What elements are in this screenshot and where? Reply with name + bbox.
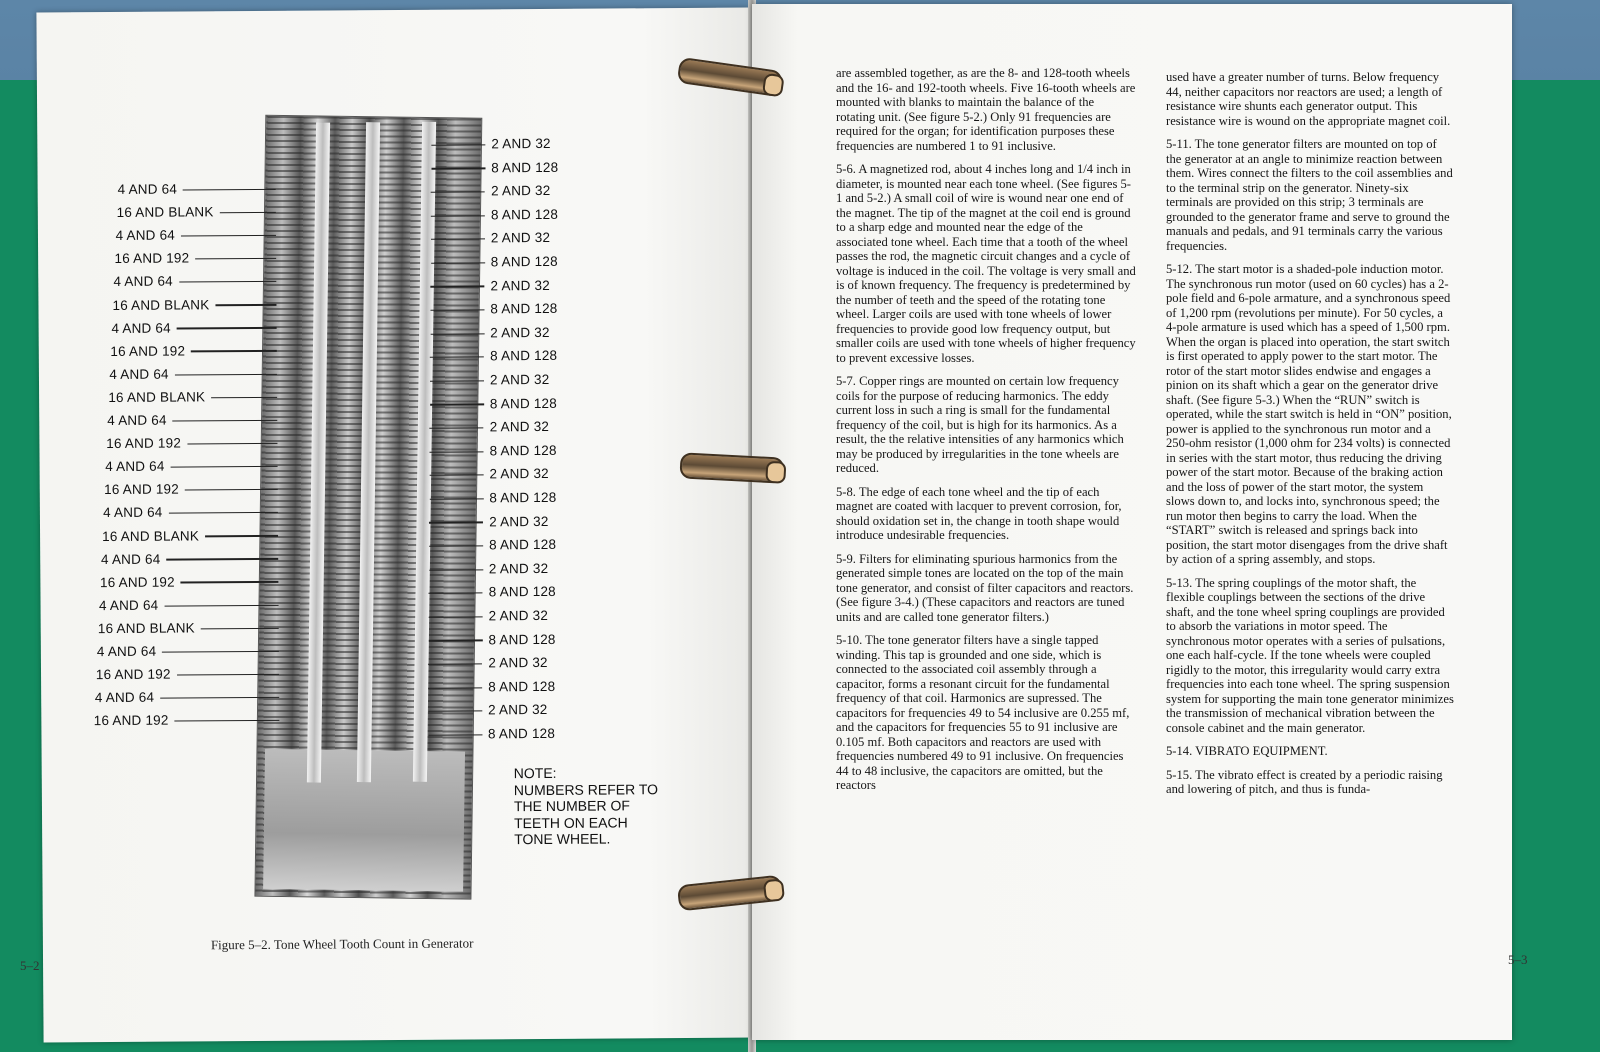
callout-label-left: 16 AND BLANK — [98, 620, 285, 636]
figure-caption: Figure 5–2. Tone Wheel Tooth Count in Generator — [210, 935, 474, 953]
text-column-2 — [1166, 70, 1454, 806]
callout-label-left: 16 AND 192 — [106, 435, 283, 451]
figure-note — [514, 764, 695, 848]
note-title: NOTE: — [513, 764, 557, 782]
callout-label-right: 2 AND 32 — [424, 372, 549, 388]
callout-label-right: 8 AND 128 — [423, 490, 556, 506]
paragraph: 5-11. The tone generator filters are mounted on top of the generator at an angle to minimize reaction between them. Wires connect the filters to the coil assemblies and to the terminal strip on the generator. Ninety-six terminals are provided on this strip; 3 terminals are grounded to the generator frame and serve to ground the manuals and pedals, and 91 terminals carry the various frequencies. — [1166, 137, 1453, 253]
callout-label-left: 16 AND BLANK — [102, 527, 284, 543]
callout-label-left: 4 AND 64 — [103, 504, 284, 520]
callout-label-right: 2 AND 32 — [425, 230, 550, 246]
callout-label-left: 4 AND 64 — [116, 227, 283, 243]
callout-label-right: 8 AND 128 — [424, 348, 557, 364]
callout-label-left: 16 AND 192 — [104, 481, 284, 497]
left-page — [36, 8, 755, 1043]
paragraph: 5-15. The vibrato effect is created by a periodic raising and lowering of pitch, and thus is funda- — [1166, 767, 1443, 796]
callout-label-right: 2 AND 32 — [423, 608, 548, 624]
callout-label-right: 8 AND 128 — [424, 301, 557, 317]
callout-label-left: 16 AND 192 — [94, 712, 286, 728]
paragraph: used have a greater number of turns. Below frequency 44, neither capacitors nor reactors are used; a length of resistance wire shunts each generator output. This resistance wire is wound on the appropriate magnet coil. — [1166, 70, 1451, 128]
right-page — [752, 4, 1512, 1040]
callout-label-right: 8 AND 128 — [423, 537, 556, 553]
callout-label-left: 16 AND BLANK — [117, 204, 282, 220]
callout-label-right: 2 AND 32 — [424, 325, 549, 341]
paragraph: 5-13. The spring couplings of the motor shaft, the flexible couplings between the sections of the drive shaft, and the tone wheel spring couplings are provided to absorb the variations in motor speed. The synchronous motor operates with a series of pulsations, one each half-cycle. If the tone wheels were coupled rigidly to the motor, this irregularity would carry extra frequencies into each tone wheel. The spring suspension system for supporting the main tone generator minimizes the transmission of mechanical vibration between the console cabinet and the main generator. — [1166, 575, 1454, 735]
callout-label-left: 16 AND 192 — [96, 666, 285, 682]
callout-label-right: 2 AND 32 — [424, 419, 549, 435]
callout-label-left: 16 AND 192 — [110, 342, 282, 358]
callout-label-right: 2 AND 32 — [423, 466, 548, 482]
callout-label-left: 16 AND 192 — [114, 250, 282, 266]
callout-label-right: 8 AND 128 — [425, 207, 558, 223]
callout-label-left: 16 AND 192 — [100, 573, 284, 589]
callout-label-right: 8 AND 128 — [424, 395, 557, 411]
section-heading: 5-14. VIBRATO EQUIPMENT. — [1166, 744, 1328, 758]
callout-label-right: 8 AND 128 — [424, 443, 557, 459]
paragraph: 5-12. The start motor is a shaded-pole induction motor. The synchronous run motor (used on 60 cycles) has a 2-pole field and 6-pole armature, and a synchronous speed of 1,200 rpm (revolutions per minute). For 50 cycles, a 4-pole armature is used which has a speed of 1,500 rpm. When the organ is placed into operation, the start switch is first operated to apply power to the start motor. The rotor of the start motor slides endwise and engages a pinion on its shaft which a gear on the generator drive shaft. (See figure 5-3.) When the “RUN” switch is operated, while the start switch is held in “ON” position, power is applied to the synchronous run motor and a 250-ohm resistor (1,000 ohm for 234 volts) is connected in series with the start motor, thus reducing the driving power of the start motor. Because of the braking action and the loss of power of the start motor, the system slows down to, and locks into, synchronous speed; the run motor then begins to carry the load. When the “START” switch is released and springs back into position, the start motor disengages from the drive shaft by action of a spring assembly, and stops. — [1166, 262, 1452, 566]
callout-label-left: 4 AND 64 — [113, 273, 282, 289]
callout-label-right: 2 AND 32 — [422, 702, 547, 718]
callout-label-left: 16 AND BLANK — [112, 296, 282, 312]
callout-label-left: 4 AND 64 — [111, 319, 283, 335]
page-number-left: 5–2 — [20, 958, 40, 973]
callout-label-right: 2 AND 32 — [423, 561, 548, 577]
callout-label-right: 8 AND 128 — [422, 679, 555, 695]
paragraph: 5-8. The edge of each tone wheel and the tip of each magnet are coated with lacquer to prevent corrosion, for, should oxidation set in, the change in tooth shape would introduce undesirable frequencies. — [836, 484, 1122, 542]
paragraph: 5-10. The tone generator filters have a single tapped winding. This tap is grounded and one side, which is connected to the associated coil assembly through a capacitor, forms a resonant circuit for the fundamental frequency of that coil. Harmonics are supressed. The capacitors for frequencies 49 to 54 inclusive are 0.255 mf, and the capacitors for frequencies 55 to 91 inclusive are 0.105 mf. Both capacitors and reactors are used with frequencies numbered 49 to 91 inclusive. On frequencies 44 to 48 inclusive, the capacitors are omitted, but the reactors — [836, 633, 1130, 792]
callout-label-left: 4 AND 64 — [97, 643, 285, 659]
paragraph: 5-9. Filters for eliminating spurious harmonics from the generated simple tones are located on the top of the main tone generator, and consist of filter capacitors and reactors. (See figure 3-4.) (These capacitors and reactors are tuned units and are called tone generator filters.) — [836, 551, 1134, 624]
callout-label-right: 2 AND 32 — [424, 278, 549, 294]
callout-label-left: 4 AND 64 — [105, 458, 284, 474]
callout-label-left: 4 AND 64 — [99, 597, 285, 613]
note-line: TONE WHEEL. — [514, 830, 611, 848]
callout-label-right: 8 AND 128 — [422, 631, 555, 647]
callout-label-left: 4 AND 64 — [107, 412, 283, 428]
callout-label-right: 2 AND 32 — [425, 183, 550, 199]
callout-label-right: 8 AND 128 — [423, 584, 556, 600]
callout-label-right: 8 AND 128 — [425, 254, 558, 270]
callout-label-right: 2 AND 32 — [422, 655, 547, 671]
callout-label-right: 8 AND 128 — [422, 726, 555, 742]
callout-label-right: 2 AND 32 — [423, 514, 548, 530]
text-column-1 — [836, 66, 1136, 802]
note-line: NUMBERS REFER TO — [513, 780, 659, 798]
page-number-right: 5–3 — [1508, 952, 1528, 967]
binder-ring-middle — [679, 452, 784, 483]
paragraph: are assembled together, as are the 8- and 128-tooth wheels and the 16- and 192-tooth wheels. Five 16-tooth wheels are mounted with blanks to maintain the balance of the rotating unit. (See figure 5-2.) Only 91 frequencies are required for the organ; for identification purposes these frequencies are numbered 1 to 91 inclusive. — [836, 66, 1136, 153]
callout-label-left: 16 AND BLANK — [108, 389, 283, 405]
paragraph: 5-6. A magnetized rod, about 4 inches long and 1/4 inch in diameter, is mounted near each tone wheel. (See figures 5-1 and 5-2.) A small coil of wire is wound near one end of the magnet. The tip of the magnet at the coil end is ground to a sharp edge and mounted near the edge of the associated tone wheel. Each time that a tooth of the wheel passes the rod, the magnetic circuit changes and a cycle of voltage is induced in the coil. The voltage is very small and is of known frequency. The frequency is predetermined by the number of teeth and the speed of the rotating tone wheel. Larger coils are used with tone wheels of lower frequencies to provide good low frequency output, but smaller coils are used with tone wheels of higher frequency to prevent excessive losses. — [836, 162, 1136, 365]
note-line: TEETH ON EACH — [514, 813, 628, 831]
callout-label-left: 4 AND 64 — [101, 550, 285, 566]
callout-label-right: 8 AND 128 — [425, 159, 558, 175]
callout-label-left: 4 AND 64 — [109, 366, 283, 382]
callout-label-right: 2 AND 32 — [425, 136, 550, 152]
note-line: THE NUMBER OF — [513, 797, 630, 815]
callout-label-left: 4 AND 64 — [118, 181, 282, 197]
paragraph: 5-7. Copper rings are mounted on certain low frequency coils for the purpose of reducing harmonics. The eddy current loss in such a ring is small for the fundamental frequency of the coil, but is high for its harmonics. As a result, the the relative intensities of any harmonics which may be produced by irregularities in the tone wheels are reduced. — [836, 374, 1124, 475]
callout-label-left: 4 AND 64 — [95, 689, 286, 705]
